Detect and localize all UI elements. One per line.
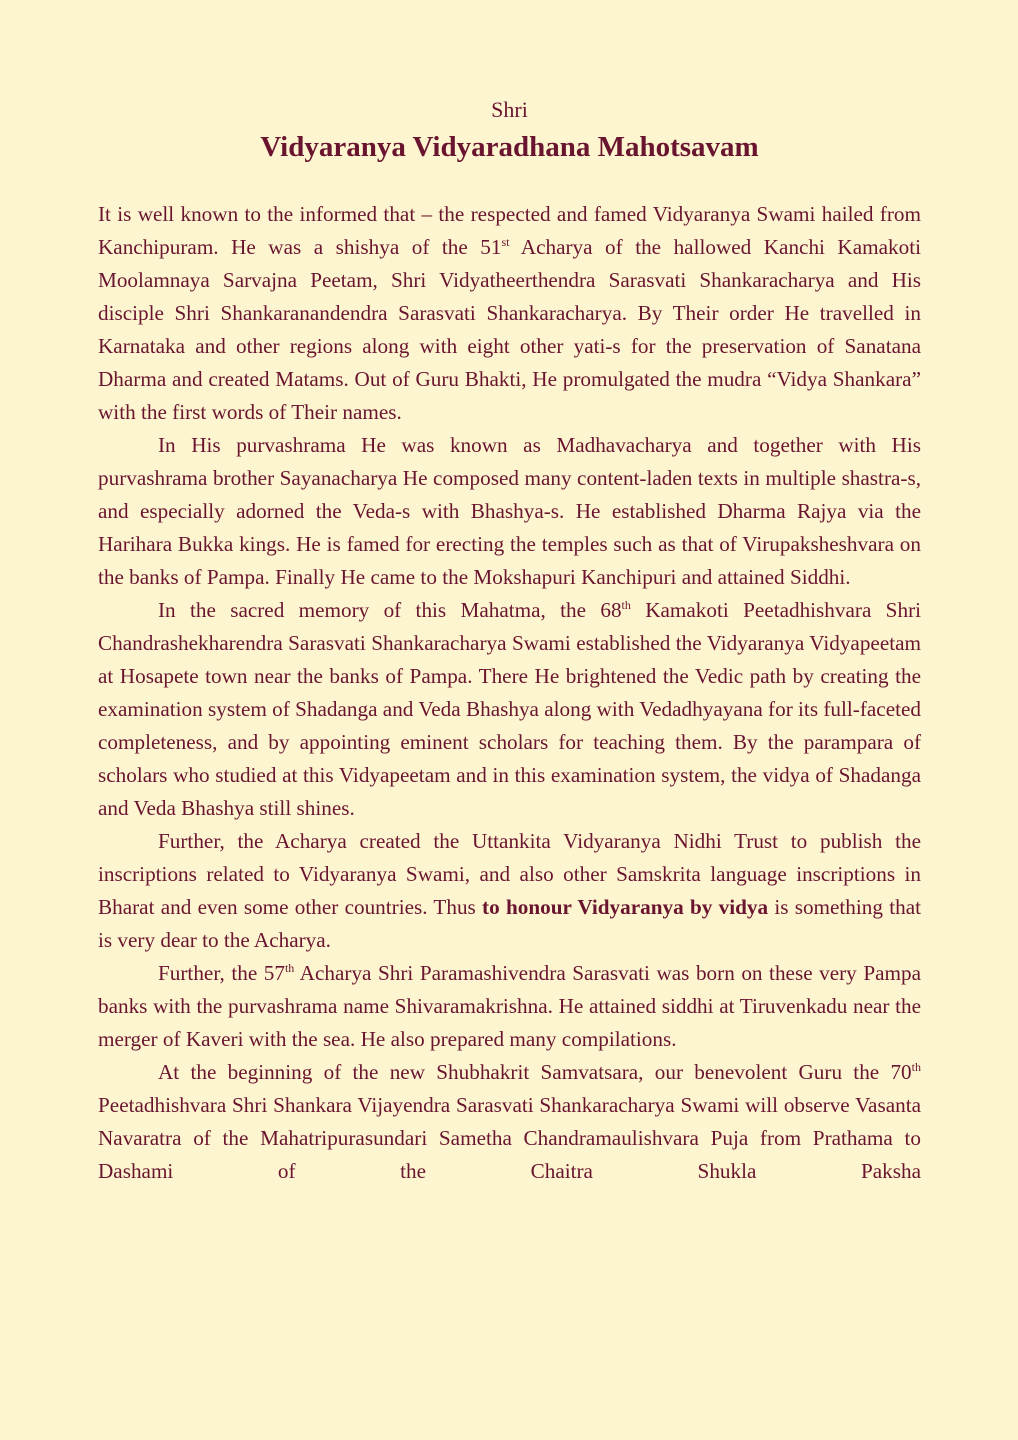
ordinal-suffix: th <box>911 1059 921 1074</box>
paragraph-4-text-b: is something that is very dear to the Acharya. <box>98 895 921 952</box>
paragraph-3-text-b: Kamakoti Peetadhishvara Shri Chandrashekharendra Sarasvati Shankaracharya Swami established the Vidyaranya Vidyapeetam at Hosapete town near the banks of Pampa. There He brightened the Vedic path by creating the examination system of Shadanga and Veda Bhashya along with Vedadhyayana for its full-faceted completeness, and by appointing eminent scholars for teaching them. By the parampara of scholars who studied at this Vidyapeetam and in this examination system, the vidya of Shadanga and Veda Bhashya still shines. <box>98 598 922 820</box>
paragraph-5-text-b: Acharya Shri Paramashivendra Sarasvati was born on these very Pampa banks with the purvashrama name Shivaramakrishna. He attained siddhi at Tiruvenkadu near the merger of Kaveri with the sea. He also prepared many compilations. <box>98 961 921 1051</box>
ordinal-suffix: th <box>621 597 631 612</box>
paragraph-4-text-a: Further, the Acharya created the Uttankita Vidyaranya Nidhi Trust to publish the inscriptions related to Vidyaranya Swami, and also other Samskrita language inscriptions in Bharat and even some other countries. Thus <box>98 829 921 919</box>
page-title: Vidyaranya Vidyaradhana Mahotsavam <box>260 131 759 163</box>
paragraph-1-text-b: Acharya of the hallowed Kanchi Kamakoti Moolamnaya Sarvajna Peetam, Shri Vidyatheerthendra Sarasvati Shankaracharya and His disciple Shri Shankaranandendra Sarasvati Shankaracharya. By Their order He travelled in Karnataka and other regions along with eight other yati-s for the preservation of Sanatana Dharma and created Matams. Out of Guru Bhakti, He promulgated the mudra “Vidya Shankara” with the first words of Their names. <box>98 235 921 424</box>
paragraph-6-text-b: Peetadhishvara Shri Shankara Vijayendra Sarasvati Shankaracharya Swami will observe Vasanta Navaratra of the Mahatripurasundari Sametha Chandramaulishvara Puja from Prathama to Dashami of the Chaitra Shukla Paksha <box>98 1093 921 1183</box>
paragraph-5-text-a: Further, the 57 <box>158 961 285 985</box>
paragraph-1-text-a: It is well known to the informed that – the respected and famed Vidyaranya Swami hailed from Kanchipuram. He was a shishya of the 51 <box>98 202 921 259</box>
paragraph-3-text-a: In the sacred memory of this Mahatma, the 68 <box>158 598 622 622</box>
paragraph-2: In His purvashrama He was known as Madhavacharya and together with His purvashrama brother Sayanacharya He composed many content-laden texts in multiple shastra-s, and especially adorned the Veda-s with Bhashya-s. He established Dharma Rajya via the Harihara Bukka kings. He is famed for erecting the temples such as that of Virupaksheshvara on the banks of Pampa. Finally He came to the Mokshapuri Kanchipuri and attained Siddhi. <box>98 433 921 589</box>
ordinal-suffix: th <box>284 960 295 975</box>
paragraph-6-text-a: At the beginning of the new Shubhakrit Samvatsara, our benevolent Guru the 70 <box>158 1060 912 1084</box>
paragraph-6 <box>98 1056 921 1188</box>
paragraph-5 <box>98 957 921 1056</box>
pre-title: Shri <box>491 97 528 122</box>
emphasis-text: to honour Vidyaranya by vidya <box>482 895 769 919</box>
paragraph-4 <box>98 825 921 957</box>
ordinal-suffix: st <box>501 234 510 249</box>
document-body <box>98 198 921 1188</box>
paragraph-1 <box>98 198 921 429</box>
paragraph-3 <box>98 594 921 825</box>
